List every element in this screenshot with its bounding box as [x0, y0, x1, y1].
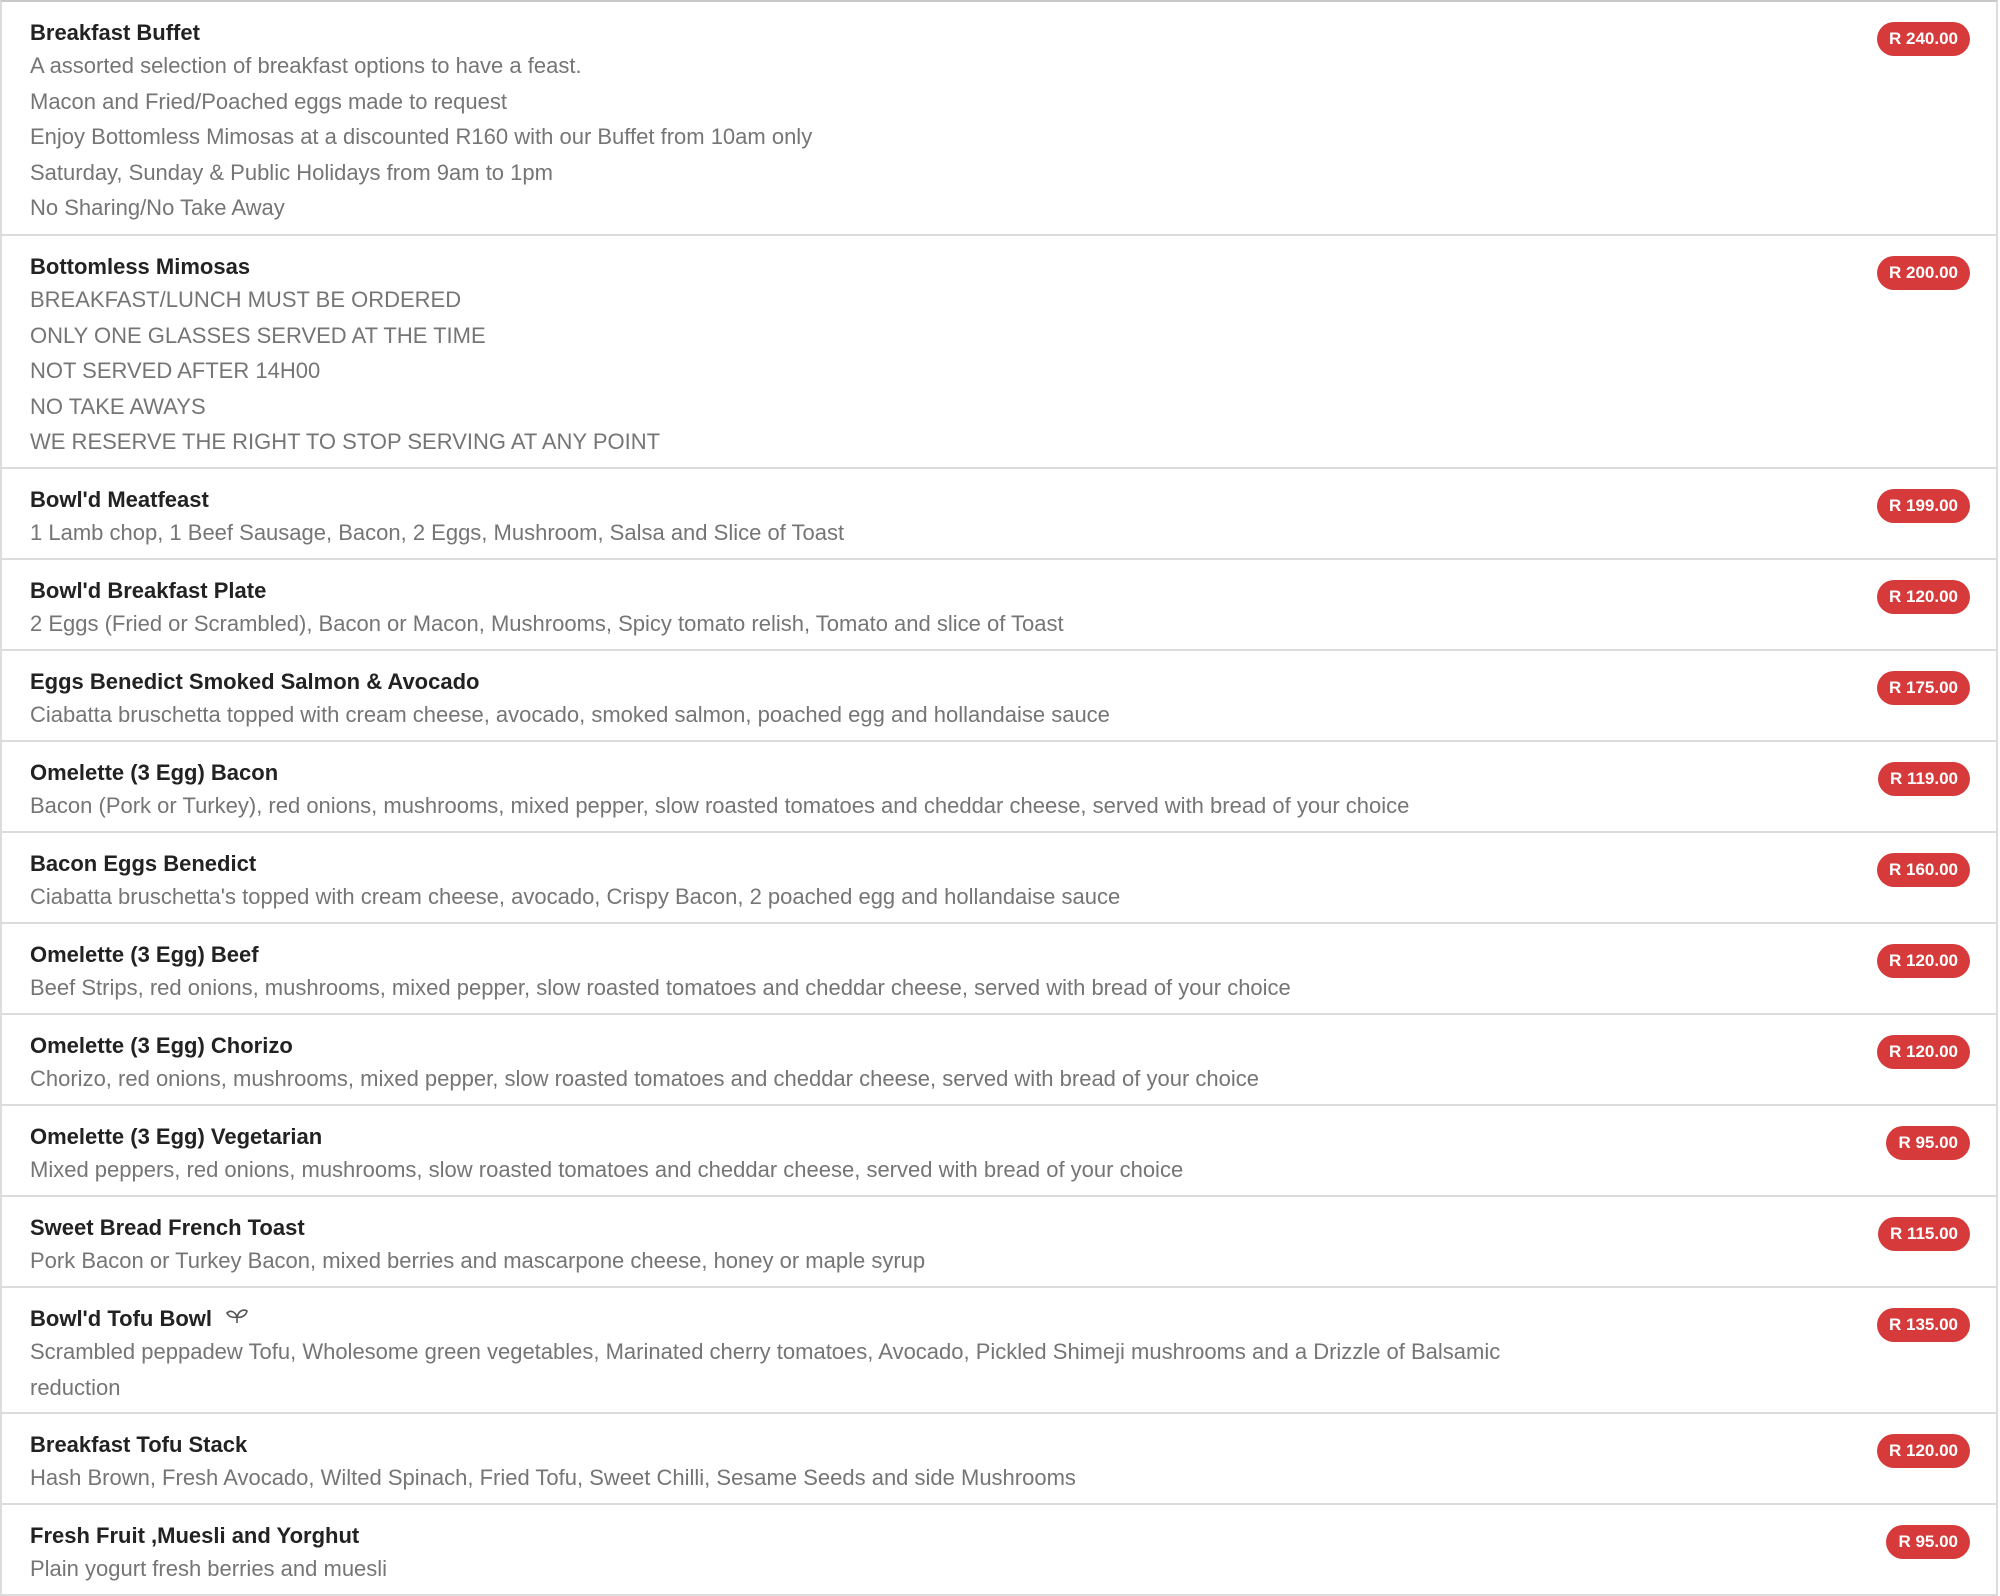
item-description-line: No Sharing/No Take Away [30, 195, 285, 221]
item-name: Fresh Fruit ,Muesli and Yorghut [30, 1523, 360, 1548]
item-description-line: Plain yogurt fresh berries and muesli [30, 1556, 388, 1581]
item-name: Omelette (3 Egg) Beef [30, 942, 259, 967]
menu-item-bacon-eggs-benedict[interactable] [2, 833, 1996, 924]
item-name: Bottomless Mimosas [30, 254, 251, 279]
item-name: Sweet Bread French Toast [30, 1215, 305, 1240]
menu-item-omelette-beef[interactable] [2, 924, 1996, 1015]
item-description [30, 1334, 1796, 1405]
item-name: Bacon Eggs Benedict [30, 851, 257, 876]
menu-item-omelette-chorizo[interactable] [2, 1015, 1996, 1106]
item-description-line: Pork Bacon or Turkey Bacon, mixed berries and mascarpone cheese, honey or maple syrup [30, 1248, 926, 1273]
item-description-line: Scrambled peppadew Tofu, Wholesome green vegetables, Marinated cherry tomatoes, Avocado, Pickled Shimeji mushrooms and a Drizzle of Balsamic reduction [30, 1339, 1501, 1400]
price-badge: R 200.00 [1877, 256, 1970, 290]
item-description [30, 48, 1796, 226]
item-name: Omelette (3 Egg) Chorizo [30, 1033, 293, 1058]
item-description-line: Ciabatta bruschetta topped with cream cheese, avocado, smoked salmon, poached egg and hollandaise sauce [30, 702, 1110, 727]
item-description-line: Ciabatta bruschetta's topped with cream cheese, avocado, Crispy Bacon, 2 poached egg and hollandaise sauce [30, 884, 1121, 909]
price-badge: R 120.00 [1877, 1434, 1970, 1468]
item-description [30, 1152, 1796, 1188]
item-description-line: 1 Lamb chop, 1 Beef Sausage, Bacon, 2 Eggs, Mushroom, Salsa and Slice of Toast [30, 520, 845, 545]
menu-item-eggs-benedict-salmon[interactable] [2, 651, 1996, 742]
menu-item-bottomless-mimosas[interactable] [2, 236, 1996, 469]
item-description [30, 697, 1796, 733]
item-name: Bowl'd Meatfeast [30, 487, 209, 512]
item-description [30, 788, 1796, 824]
menu-item-tofu-bowl[interactable] [2, 1288, 1996, 1414]
item-description-line: NO TAKE AWAYS [30, 393, 206, 419]
price-badge: R 199.00 [1877, 489, 1970, 523]
item-description [30, 606, 1796, 642]
price-badge: R 160.00 [1877, 853, 1970, 887]
item-description [30, 1061, 1796, 1097]
item-description [30, 1243, 1796, 1279]
item-description-line: 2 Eggs (Fried or Scrambled), Bacon or Macon, Mushrooms, Spicy tomato relish, Tomato and slice of Toast [30, 611, 1064, 636]
price-badge: R 95.00 [1886, 1126, 1970, 1160]
item-description [30, 282, 1796, 460]
menu-item-tofu-stack[interactable] [2, 1414, 1996, 1505]
item-name [30, 1304, 1796, 1334]
menu-item-breakfast-buffet[interactable] [2, 2, 1996, 236]
item-description-line: NOT SERVED AFTER 14H00 [30, 358, 321, 384]
item-name: Breakfast Buffet [30, 20, 200, 45]
item-description-line: Beef Strips, red onions, mushrooms, mixed pepper, slow roasted tomatoes and cheddar cheese, served with bread of your choice [30, 975, 1291, 1000]
item-name: Eggs Benedict Smoked Salmon & Avocado [30, 669, 480, 694]
item-description [30, 1460, 1796, 1496]
item-name: Breakfast Tofu Stack [30, 1432, 248, 1457]
item-description-line: Bacon (Pork or Turkey), red onions, mushrooms, mixed pepper, slow roasted tomatoes and cheddar cheese, served with bread of your choice [30, 793, 1410, 818]
item-name-text: Bowl'd Tofu Bowl [30, 1306, 213, 1331]
price-badge: R 120.00 [1877, 1035, 1970, 1069]
price-badge: R 120.00 [1877, 580, 1970, 614]
item-description-line: Macon and Fried/Poached eggs made to request [30, 88, 507, 114]
item-description [30, 515, 1796, 551]
item-description-line: Saturday, Sunday & Public Holidays from 9am to 1pm [30, 159, 553, 185]
item-description-line: Enjoy Bottomless Mimosas at a discounted R160 with our Buffet from 10am only [30, 124, 813, 150]
menu-item-french-toast[interactable] [2, 1197, 1996, 1288]
item-description-line: Chorizo, red onions, mushrooms, mixed pepper, slow roasted tomatoes and cheddar cheese, served with bread of your choice [30, 1066, 1259, 1091]
menu-item-omelette-bacon[interactable] [2, 742, 1996, 833]
price-badge: R 135.00 [1877, 1308, 1970, 1342]
price-badge: R 120.00 [1877, 944, 1970, 978]
item-name: Bowl'd Breakfast Plate [30, 578, 267, 603]
item-description-line: Hash Brown, Fresh Avocado, Wilted Spinach, Fried Tofu, Sweet Chilli, Sesame Seeds and side Mushrooms [30, 1465, 1076, 1490]
price-badge: R 115.00 [1878, 1217, 1970, 1251]
menu-item-bowld-breakfast-plate[interactable] [2, 560, 1996, 651]
item-description-line: Mixed peppers, red onions, mushrooms, slow roasted tomatoes and cheddar cheese, served with bread of your choice [30, 1157, 1184, 1182]
item-description [30, 1551, 1796, 1587]
item-name: Omelette (3 Egg) Bacon [30, 760, 279, 785]
menu-item-fresh-fruit-muesli[interactable] [2, 1505, 1996, 1596]
item-description-line: A assorted selection of breakfast options to have a feast. [30, 53, 582, 78]
menu-item-omelette-vegetarian[interactable] [2, 1106, 1996, 1197]
item-description [30, 879, 1796, 915]
item-name: Omelette (3 Egg) Vegetarian [30, 1124, 323, 1149]
price-badge: R 119.00 [1878, 762, 1970, 796]
vegan-leaf-icon [224, 1303, 250, 1333]
item-description-line: WE RESERVE THE RIGHT TO STOP SERVING AT ANY POINT [30, 429, 661, 455]
menu-item-bowld-meatfeast[interactable] [2, 469, 1996, 560]
item-description-line: ONLY ONE GLASSES SERVED AT THE TIME [30, 322, 486, 348]
price-badge: R 95.00 [1886, 1525, 1970, 1559]
item-description [30, 970, 1796, 1006]
price-badge: R 175.00 [1877, 671, 1970, 705]
item-description-line: BREAKFAST/LUNCH MUST BE ORDERED [30, 287, 462, 312]
price-badge: R 240.00 [1877, 22, 1970, 56]
